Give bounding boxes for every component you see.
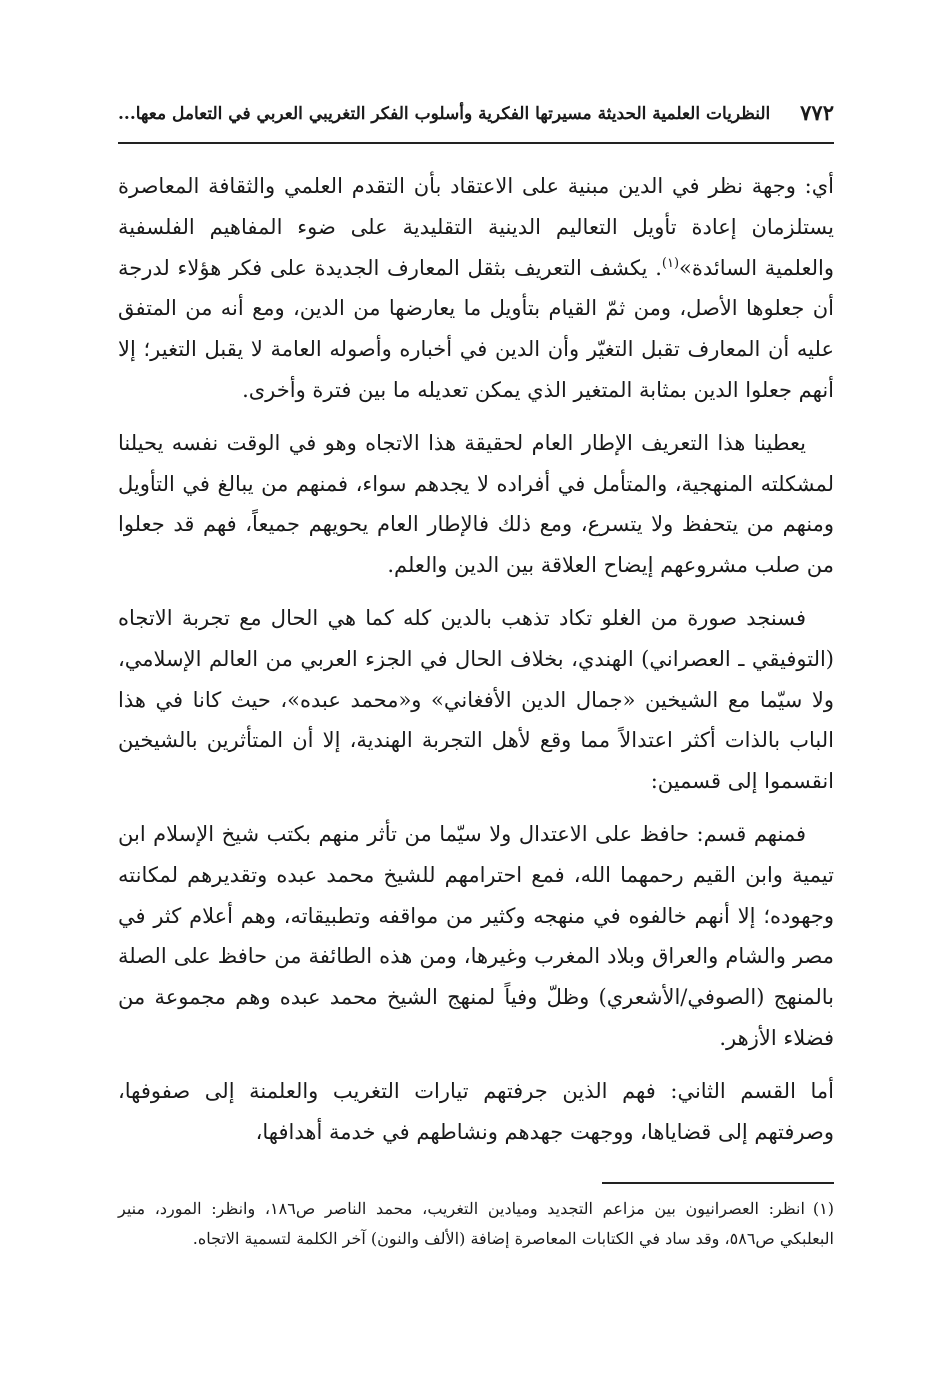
paragraph-2: يعطينا هذا التعريف الإطار العام لحقيقة هذا الاتجاه وهو في الوقت نفسه يحيلنا لمشكلته المنهجية، والمتأمل في أفراده لا يجدهم سواء، فمنهم من يبالغ في التأويل ومنهم من يتحفظ ولا يتسرع، ومع ذلك فالإطار العام يحويهم جميعاً، فهم قد جعلوا من صلب مشروعهم إيضاح العلاقة بين الدين والعلم. [118,430,834,578]
paragraph-5: أما القسم الثاني: فهم الذين جرفتهم تيارات التغريب والعلمنة إلى صفوفها، وصرفتهم إلى قضاياها، ووجهت جهدهم ونشاطهم في خدمة أهدافها، [118,1078,834,1144]
running-title: النظريات العلمية الحديثة مسيرتها الفكرية وأسلوب الفكر التغريبي العربي في التعامل معها... [118,104,771,124]
page-number: ٧٧٢ [800,100,834,125]
footnote-1 [118,1194,834,1254]
paragraph-1-text-before-ref: أي: وجهة نظر في الدين مبنية على الاعتقاد بأن التقدم العلمي والثقافة المعاصرة يستلزمان إعادة تأويل التعاليم الدينية التقليدية على ضوء المفاهيم الفلسفية والعلمية السائدة» [118,174,835,280]
paragraph-1 [118,166,834,411]
footnote-text: انظر: العصرانيون بين مزاعم التجديد وميادين التغريب، محمد الناصر ص١٨٦، وانظر: المورد، منير البعلبكي ص٥٨٦، وقد ساد في الكتابات المعاصرة إضافة (الألف والنون) آخر الكلمة لتسمية الاتجاه. [118,1199,834,1248]
running-header [118,96,834,144]
footnote-separator [602,1182,834,1184]
footnotes [118,1194,834,1254]
footnote-reference-1: (١) [661,255,680,271]
footnote-number: (١) [812,1199,834,1218]
main-text [118,166,834,1164]
paragraph-3: فسنجد صورة من الغلو تكاد تذهب بالدين كله كما هي الحال مع تجربة الاتجاه (التوفيقي ـ العصراني) الهندي، بخلاف الحال في الجزء العربي من العالم الإسلامي، ولا سيّما مع الشيخين «جمال الدين الأفغاني» و«محمد عبده»، حيث كانا في هذا الباب بالذات أكثر اعتدالاً مما وقع لأهل التجربة الهندية، إلا أن المتأثرين بالشيخين انقسموا إلى قسمين: [118,605,834,794]
paragraph-4: فمنهم قسم: حافظ على الاعتدال ولا سيّما من تأثر منهم بكتب شيخ الإسلام ابن تيمية وابن القيم رحمهما الله، فمع احترامهم للشيخ محمد عبده وتقديرهم لمكانته وجهوده؛ إلا أنهم خالفوه في منهجه وكثير من مواقفه وتطبيقاته، وهم أعلام كثر في مصر والشام والعراق وبلاد المغرب وغيرها، ومن هذه الطائفة من حافظ على الصلة بالمنهج (الصوفي/الأشعري) وظلّ وفياً لمنهج الشيخ محمد عبده وهم مجموعة من فضلاء الأزهر. [118,821,834,1050]
paragraph-1-text-after-ref: . يكشف التعريف بثقل المعارف الجديدة على فكر هؤلاء لدرجة أن جعلوها الأصل، ومن ثمّ القيام بتأويل ما يعارضها من الدين، ومع أنه من المتفق عليه أن المعارف تقبل التغيّر وأن الدين في أخباره وأصوله العامة لا يقبل التغير؛ إلا أنهم جعلوا الدين بمثابة المتغير الذي يمكن تعديله ما بين فترة وأخرى. [118,255,834,402]
